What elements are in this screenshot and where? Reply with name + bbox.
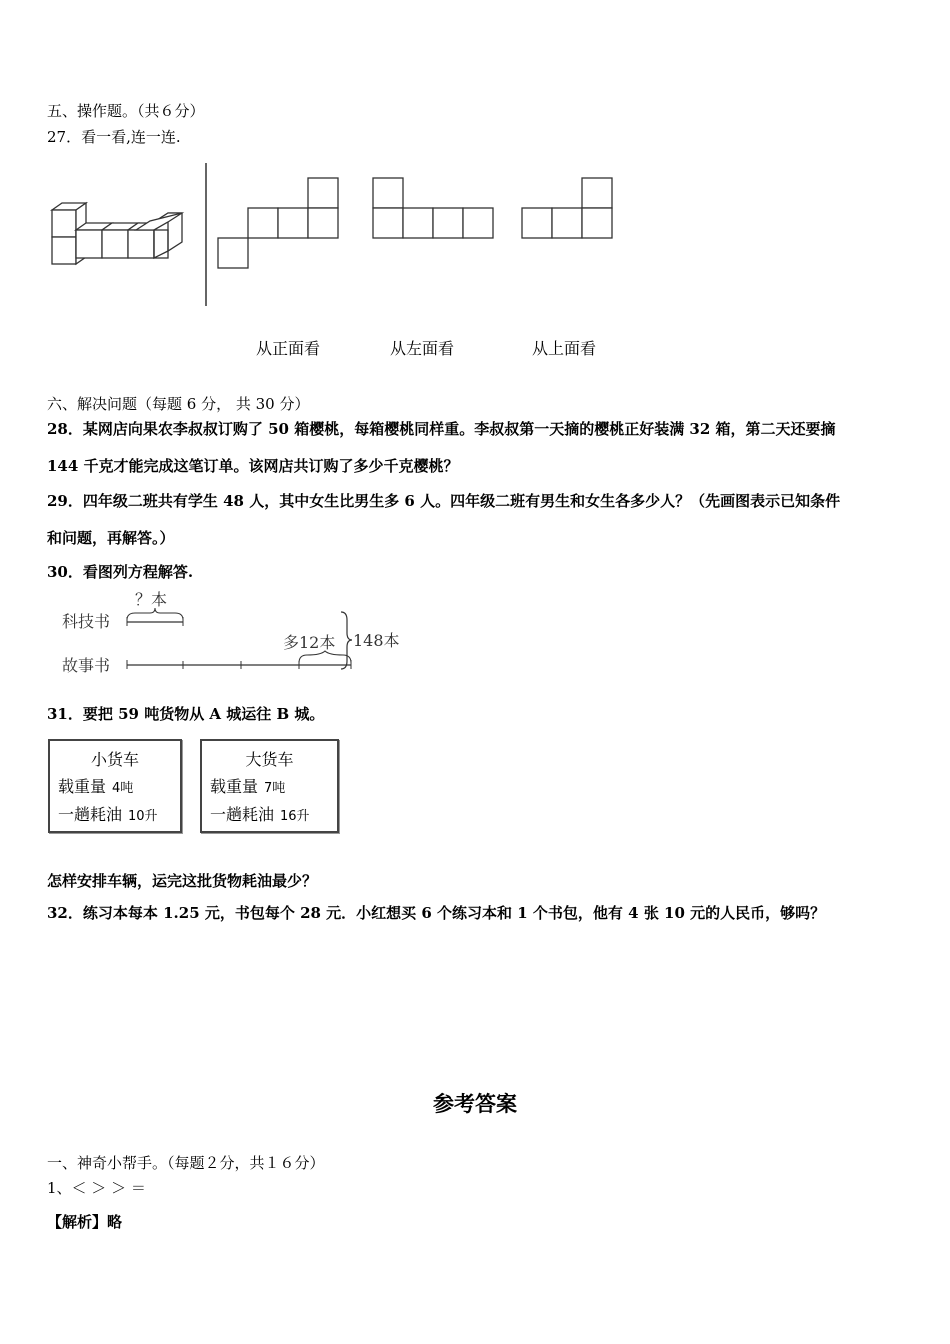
more-brace bbox=[299, 651, 351, 663]
q29-line1: 29．四年级二班共有学生 48 人，其中女生比男生多 6 人。四年级二班有男生和女生各多少人？（先画图表示已知条件 bbox=[47, 492, 841, 510]
cube-figure bbox=[52, 203, 182, 264]
q30-diagram bbox=[55, 585, 415, 680]
small-fuel-label: 一趟耗油 bbox=[58, 805, 123, 824]
big-truck-title: 大货车 bbox=[245, 750, 294, 769]
big-truck-card bbox=[200, 739, 339, 833]
q32-text: 32．练习本每本 1.25 元，书包每个 28 元．小红想买 6 个练习本和 1 个书包，他有 4 张 10 元的人民币，够吗？ bbox=[47, 904, 826, 922]
total-label: 148本 bbox=[353, 631, 400, 650]
q29-line2: 和问题，再解答。） bbox=[47, 529, 175, 547]
small-truck-card bbox=[48, 739, 182, 833]
answer-1-analysis: 【解析】略 bbox=[47, 1213, 123, 1231]
q30-text: 30．看图列方程解答. bbox=[47, 563, 194, 581]
q28-line1: 28．某网店向果农李叔叔订购了 50 箱樱桃，每箱樱桃同样重。李叔叔第一天摘的樱桃正好装满 32 箱，第二天还要摘 bbox=[47, 420, 836, 438]
label-story: 故事书 bbox=[62, 656, 111, 675]
more-label: 多12本 bbox=[283, 633, 336, 652]
q27-figures bbox=[40, 160, 640, 310]
caption-top: 从上面看 bbox=[532, 339, 597, 358]
small-truck-title: 小货车 bbox=[90, 750, 139, 769]
view-left bbox=[373, 178, 493, 238]
small-fuel-value: 10升 bbox=[128, 809, 158, 824]
answer-1: 1、＜ ＞ ＞ ＝ bbox=[47, 1179, 146, 1197]
q31-question: 怎样安排车辆，运完这批货物耗油最少？ bbox=[47, 872, 318, 890]
q27-text: 27．看一看,连一连. bbox=[47, 128, 181, 146]
section6-heading: 六、解决问题（每题 6 分， 共 30 分） bbox=[47, 395, 310, 413]
q31-text: 31．要把 59 吨货物从 A 城运往 B 城。 bbox=[47, 705, 325, 723]
view-front bbox=[218, 178, 338, 268]
big-load-value: 7吨 bbox=[264, 781, 286, 796]
small-load-label: 载重量 bbox=[58, 777, 107, 796]
unknown-label: ？本 bbox=[135, 590, 168, 609]
small-load-value: 4吨 bbox=[112, 781, 134, 796]
answers-section1: 一、神奇小帮手。（每题２分，共１６分） bbox=[47, 1154, 325, 1172]
caption-front: 从正面看 bbox=[256, 339, 321, 358]
section5-heading: 五、操作题。（共６分） bbox=[47, 102, 205, 120]
label-science: 科技书 bbox=[62, 612, 111, 631]
big-fuel-value: 16升 bbox=[280, 809, 310, 824]
caption-left: 从左面看 bbox=[390, 339, 455, 358]
big-fuel-label: 一趟耗油 bbox=[210, 805, 275, 824]
answers-title: 参考答案 bbox=[433, 1092, 517, 1116]
big-load-label: 载重量 bbox=[210, 777, 259, 796]
view-top bbox=[522, 178, 612, 238]
science-brace bbox=[127, 608, 183, 620]
q28-line2: 144 千克才能完成这笔订单。该网店共订购了多少千克樱桃？ bbox=[47, 457, 459, 475]
